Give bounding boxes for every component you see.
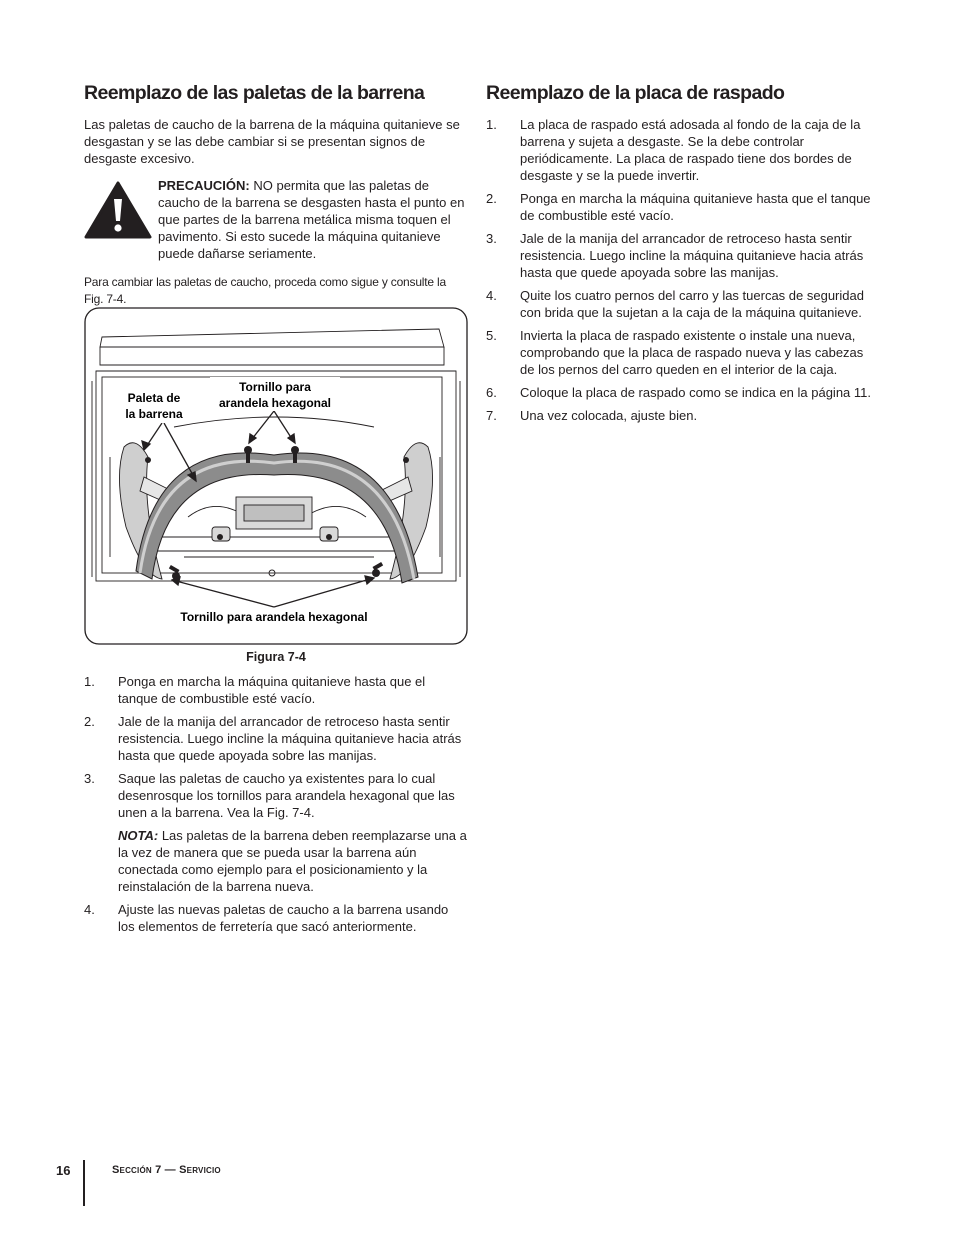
label-bolt-bottom: Tornillo para arandela hexagonal	[180, 610, 368, 624]
step-number: 7.	[486, 408, 497, 423]
list-item	[84, 901, 468, 935]
step-body	[118, 770, 468, 895]
step-text: Jale de la manija del arrancador de retroceso hasta sentir resistencia. Luego incline la máquina quitanieve hacia atrás hasta que quede apoyada sobre las manijas.	[520, 231, 864, 280]
step-text: Ponga en marcha la máquina quitanieve hasta que el tanque de combustible esté vacío.	[520, 191, 871, 223]
caution-label: PRECAUCIÓN:	[158, 178, 250, 193]
right-heading: Reemplazo de la placa de raspado	[486, 82, 785, 104]
step-number: 2.	[84, 714, 95, 729]
label-paddle-line1: Paleta de	[127, 391, 181, 405]
note-block	[118, 827, 468, 895]
procedure-paragraph: Para cambiar las paletas de caucho, proceda como sigue y consulte la Fig. 7-4.	[84, 275, 446, 306]
label-paddle-line2: la barrena	[125, 407, 183, 421]
step-text: Quite los cuatro pernos del carro y las tuercas de seguridad con brida que la sujetan a la caja de la máquina quitanieve.	[520, 288, 864, 320]
caution-block	[84, 178, 468, 262]
section-title: Sección 7 — Servicio	[112, 1164, 221, 1176]
list-item	[486, 407, 876, 424]
list-item	[84, 673, 468, 707]
left-heading: Reemplazo de las paletas de la barrena	[84, 82, 425, 104]
step-text: La placa de raspado está adosada al fondo de la caja de la barrena y sujeta a desgaste. Se la debe controlar periódicamente. La placa de raspado tiene dos bordes de desgaste y se la puede invertir.	[520, 117, 861, 183]
list-item	[486, 190, 876, 224]
list-item	[486, 327, 876, 378]
note-label: NOTA:	[118, 828, 159, 843]
step-number: 2.	[486, 191, 497, 206]
right-column	[486, 80, 876, 430]
step-text: Ponga en marcha la máquina quitanieve hasta que el tanque de combustible esté vacío.	[118, 674, 426, 706]
list-item	[84, 770, 468, 895]
page-number: 16	[56, 1163, 71, 1178]
step-text: Jale de la manija del arrancador de retroceso hasta sentir resistencia. Luego incline la máquina quitanieve hacia atrás hasta que quede apoyada sobre las manijas.	[118, 714, 462, 763]
step-number: 4.	[84, 902, 95, 917]
list-item	[486, 116, 876, 184]
figure-7-4	[84, 307, 468, 645]
step-number: 6.	[486, 385, 497, 400]
auger-illustration	[84, 307, 468, 645]
left-steps	[84, 673, 468, 941]
step-number: 4.	[486, 288, 497, 303]
step-number: 1.	[84, 674, 95, 689]
step-number: 5.	[486, 328, 497, 343]
warning-icon	[84, 181, 152, 239]
step-text: Saque las paletas de caucho ya existentes para lo cual desenrosque los tornillos para arandela hexagonal que las unen a la barrena. Vea la Fig. 7-4.	[118, 771, 455, 820]
step-text: Coloque la placa de raspado como se indica en la página 11.	[520, 385, 871, 400]
list-item	[84, 713, 468, 764]
step-number: 3.	[486, 231, 497, 246]
list-item	[486, 230, 876, 281]
label-bolt-top-line1: Tornillo para	[239, 380, 311, 394]
step-number: 3.	[84, 771, 95, 786]
intro-paragraph: Las paletas de caucho de la barrena de la máquina quitanieve se desgastan y se las debe cambiar si se presentan signos de desgaste excesivo.	[84, 117, 460, 166]
list-item	[486, 384, 876, 401]
step-number: 1.	[486, 117, 497, 132]
footer-divider	[83, 1160, 85, 1206]
step-text: Invierta la placa de raspado existente o instale una nueva, comprobando que la placa de raspado nueva y las cabezas de los pernos del carro queden en el interior de la caja.	[520, 328, 864, 377]
left-column	[84, 80, 468, 308]
step-text: Ajuste las nuevas paletas de caucho a la barrena usando los elementos de ferretería que sacó anteriormente.	[118, 902, 449, 934]
step-text: Una vez colocada, ajuste bien.	[520, 408, 698, 423]
caution-text	[158, 177, 468, 262]
list-item	[486, 287, 876, 321]
label-bolt-top-line2: arandela hexagonal	[218, 396, 332, 410]
note-text: Las paletas de la barrena deben reemplazarse una a la vez de manera que se pueda usar la barrena aún conectada como ejemplo para el posicionamiento y la reinstalación de la barrena nueva.	[118, 828, 467, 894]
figure-caption: Figura 7-4	[246, 650, 306, 664]
caution-body: NO permita que las paletas de caucho de la barrena se desgasten hasta el punto en que partes de la barrena metálica misma toquen el pavimento. Si esto sucede la máquina quitanieve puede dañarse seriamente.	[158, 178, 465, 261]
